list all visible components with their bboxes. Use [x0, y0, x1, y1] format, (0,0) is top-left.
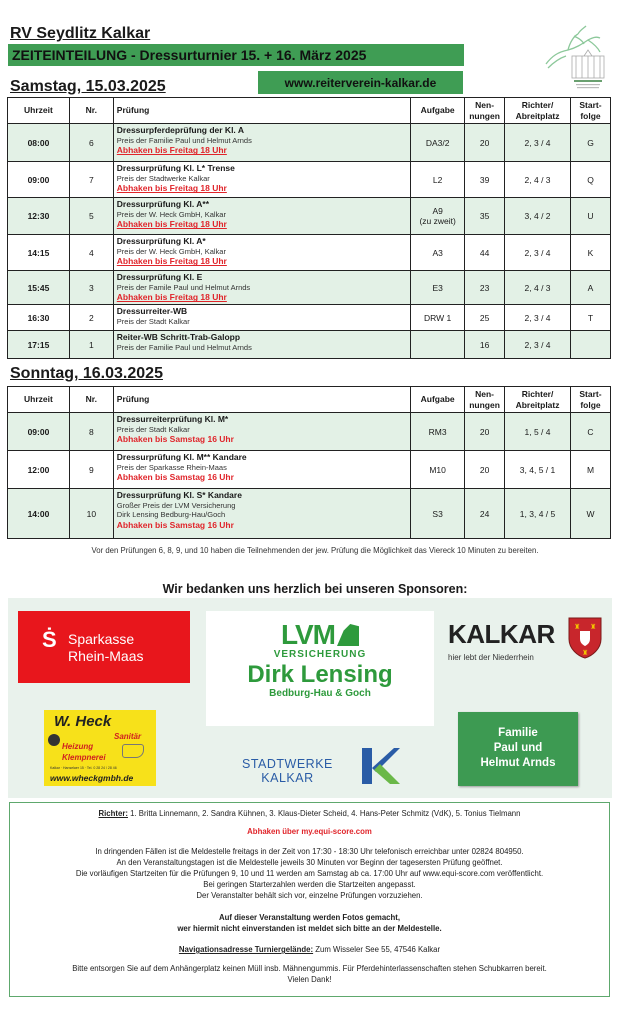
judges-cell: 2, 3 / 4 [505, 331, 571, 359]
svg-text:♜: ♜ [582, 649, 589, 657]
table-row [8, 331, 611, 359]
exam-sponsor: Dirk Lensing Bedburg-Hau/Goch [116, 510, 226, 520]
svg-text:♜: ♜ [590, 623, 597, 631]
exam-title: Dressurprüfung Kl. L* Trense [116, 163, 235, 173]
exam-title: Dressurprüfung Kl. S* Kandare [116, 490, 242, 500]
exam-cell [113, 235, 410, 271]
nr-cell: 5 [69, 198, 113, 235]
exam-cell [113, 331, 410, 359]
exam-cell [113, 124, 410, 162]
photo-notice: wer hiermit nicht einverstanden ist meldet sich bitte an der Meldestelle. [177, 924, 442, 933]
col-nr: Nr. [69, 387, 113, 413]
order-cell [571, 331, 611, 359]
sunday-schedule-table [7, 386, 611, 539]
entries-cell: 25 [465, 305, 505, 331]
order-cell: K [571, 235, 611, 271]
nr-cell: 6 [69, 124, 113, 162]
task-value: M10 [429, 464, 446, 475]
judges-cell: 1, 5 / 4 [505, 413, 571, 451]
order-cell: T [571, 305, 611, 331]
task-cell [411, 413, 465, 451]
col-entries: Nen- nungen [465, 387, 505, 413]
col-task: Aufgabe [411, 387, 465, 413]
task-value: S3 [432, 508, 443, 519]
table-row [8, 162, 611, 198]
exam-title: Dressurreiter-WB [116, 306, 188, 317]
waste-notice: Bitte entsorgen Sie auf dem Anhängerplatz keinen Müll insb. Mähnengummis. Für Pferdehinterlassenschaften stehen Schubkarren bereit. [72, 964, 547, 973]
table-row [8, 413, 611, 451]
wrench-icon [48, 734, 60, 746]
club-title: RV Seydlitz Kalkar [10, 25, 151, 42]
checkin-deadline: Abhaken bis Freitag 18 Uhr [116, 183, 227, 194]
judges-cell: 2, 3 / 4 [505, 235, 571, 271]
col-nr: Nr. [69, 98, 113, 124]
task-cell [411, 305, 465, 331]
order-cell: C [570, 413, 610, 451]
checkin-deadline: Abhaken bis Freitag 18 Uhr [116, 256, 227, 267]
photo-notice: Auf dieser Veranstaltung werden Fotos gemacht, [218, 913, 401, 922]
info-line: In dringenden Fällen ist die Meldestelle freitags in der Zeit von 17:30 - 18:30 Uhr telefonisch erreichbar unter 02824 804950. [95, 847, 524, 856]
time-cell: 08:00 [8, 124, 70, 162]
exam-sponsor: Preis der Familie Paul und Helmut Arnds [116, 343, 252, 353]
time-cell: 17:15 [8, 331, 70, 359]
exam-sponsor: Preis der Sparkasse Rhein-Maas [116, 462, 227, 472]
entries-cell: 20 [465, 413, 505, 451]
table-row [8, 489, 611, 539]
checkin-link[interactable]: Abhaken über my.equi-score.com [247, 827, 372, 836]
entries-cell: 20 [465, 124, 505, 162]
exam-cell [113, 489, 410, 539]
task-value: DA3/2 [425, 137, 450, 148]
time-cell: 14:00 [8, 489, 70, 539]
time-cell: 14:15 [8, 235, 70, 271]
time-cell: 09:00 [8, 162, 70, 198]
time-cell: 12:30 [8, 198, 70, 235]
order-cell: W [570, 489, 610, 539]
judges-line [10, 809, 609, 818]
info-line: An den Veranstaltungstagen ist die Meldestelle jeweils 30 Minuten vor Beginn der tagesersten Prüfung geöffnet. [116, 858, 503, 867]
table-row [8, 451, 611, 489]
col-order: Start- folge [571, 98, 611, 124]
table-header-row [8, 387, 611, 413]
sponsors-heading: Wir bedanken uns herzlich bei unseren Sponsoren: [162, 582, 468, 596]
exam-title: Dressurreiterprüfung Kl. M* [116, 414, 229, 424]
entries-cell: 35 [465, 198, 505, 235]
exam-title: Dressurprüfung Kl. A* [116, 236, 206, 246]
sponsor-stadtwerke: STADTWERKE KALKAR [238, 744, 404, 788]
col-entries: Nen- nungen [465, 98, 505, 124]
faucet-icon [122, 744, 144, 758]
sparkasse-s-icon: Ṡ [42, 627, 57, 652]
checkin-deadline: Abhaken bis Samstag 16 Uhr [116, 434, 234, 445]
exam-cell [113, 413, 410, 451]
exam-cell [113, 305, 410, 331]
judges-list: 1. Britta Linnemann, 2. Sandra Kühnen, 3. Klaus-Dieter Scheid, 4. Hans-Peter Schmitz (VdK), 5. Tonius Tielmann [127, 809, 521, 818]
time-cell: 09:00 [8, 413, 70, 451]
col-exam: Prüfung [113, 98, 410, 124]
col-judges: Richter/ Abreitplatz [505, 98, 571, 124]
sponsor-lvm: LVM VERSICHERUNG Dirk Lensing Bedburg-Hau & Goch [206, 611, 434, 726]
checkin-deadline: Abhaken bis Freitag 18 Uhr [116, 219, 227, 230]
checkin-deadline: Abhaken bis Freitag 18 Uhr [116, 145, 227, 156]
order-cell: Q [571, 162, 611, 198]
info-line: Die vorläufigen Startzeiten für die Prüfungen 9, 10 und 11 werden am Samstag ab ca. 17:00 Uhr auf www.equi-score.com veröffentlicht. [75, 869, 544, 878]
exam-sponsor: Preis der W. Heck GmbH, Kalkar [116, 246, 226, 256]
checkin-deadline: Abhaken bis Samstag 16 Uhr [116, 520, 234, 531]
navigation-address: Navigationsadresse Turniergelände: Zum Wisseler See 55, 47546 Kalkar [178, 945, 441, 954]
col-order: Start- folge [570, 387, 610, 413]
task-value: A9 [432, 206, 443, 216]
sponsor-familie-arnds: Familie Paul und Helmut Arnds [458, 712, 578, 786]
time-cell: 16:30 [8, 305, 70, 331]
task-cell [411, 489, 465, 539]
task-cell [411, 124, 465, 162]
horse-jumping-castle-logo [538, 22, 614, 94]
checkin-deadline: Abhaken bis Samstag 16 Uhr [116, 472, 234, 483]
task-value: A3 [432, 247, 443, 258]
svg-text:♜: ♜ [574, 623, 581, 631]
nr-cell: 3 [69, 271, 113, 305]
exam-cell [113, 451, 410, 489]
exam-title: Dressurprüfung Kl. E [116, 272, 203, 282]
lvm-horse-icon [337, 624, 359, 646]
col-judges: Richter/ Abreitplatz [505, 387, 571, 413]
col-time: Uhrzeit [8, 98, 70, 124]
nr-cell: 1 [69, 331, 113, 359]
task-value: L2 [432, 174, 443, 185]
entries-cell: 44 [465, 235, 505, 271]
judges-cell: 3, 4, 5 / 1 [505, 451, 571, 489]
warmup-note: Vor den Prüfungen 6, 8, 9, und 10 haben die Teilnehmenden der jew. Prüfung die Möglichkeit das Viereck 10 Minuten zu bereiten. [91, 546, 539, 555]
task-note: (zu zweit) [419, 216, 456, 226]
time-cell: 12:00 [8, 451, 70, 489]
task-cell [411, 162, 465, 198]
task-cell [411, 451, 465, 489]
exam-title: Dressurprüfung Kl. A** [116, 199, 210, 209]
table-row [8, 271, 611, 305]
saturday-title: Samstag, 15.03.2025 [10, 78, 166, 95]
sponsor-heck: W. Heck Sanitär Heizung Klempnerei Kalkar · Hanselaer 15 · Tel. 0 28 24 / 28 46 www.wheckgmbh.de [44, 710, 156, 786]
exam-sponsor: Preis der W. Heck GmbH, Kalkar [116, 209, 226, 219]
sponsor-kalkar: KALKAR hier lebt der Niederrhein ♜ ♜ ♜ [448, 615, 608, 675]
table-header-row [8, 98, 611, 124]
nr-cell: 4 [69, 235, 113, 271]
website-link[interactable]: www.reiterverein-kalkar.de [258, 71, 463, 94]
info-line: Bei geringen Starterzahlen werden die Startzeiten angepasst. [203, 880, 416, 889]
entries-cell: 23 [465, 271, 505, 305]
exam-cell [113, 162, 410, 198]
nr-cell: 9 [69, 451, 113, 489]
table-row [8, 198, 611, 235]
sunday-title: Sonntag, 16.03.2025 [10, 365, 163, 382]
event-banner: ZEITEINTEILUNG - Dressurturnier 15. + 16. März 2025 [8, 44, 464, 66]
saturday-schedule-table [7, 97, 611, 359]
exam-title: Dressurpferdeprüfung der Kl. A [116, 125, 244, 135]
judges-cell: 2, 3 / 4 [505, 305, 571, 331]
exam-cell [113, 271, 410, 305]
table-row [8, 305, 611, 331]
judges-label: Richter: [98, 809, 128, 818]
table-row [8, 124, 611, 162]
order-cell: A [571, 271, 611, 305]
info-line: Der Veranstalter behält sich vor, einzelne Prüfungen vorzuziehen. [196, 891, 423, 900]
nr-cell: 2 [69, 305, 113, 331]
task-value: DRW 1 [424, 312, 452, 323]
nr-cell: 8 [69, 413, 113, 451]
entries-cell: 16 [465, 331, 505, 359]
kalkar-crest-icon [568, 617, 602, 659]
checkin-deadline: Abhaken bis Freitag 18 Uhr [116, 292, 227, 303]
exam-title: Reiter-WB Schritt-Trab-Galopp [116, 332, 241, 343]
col-time: Uhrzeit [8, 387, 70, 413]
judges-cell: 1, 3, 4 / 5 [505, 489, 571, 539]
judges-cell: 2, 4 / 3 [505, 162, 571, 198]
nr-cell: 10 [69, 489, 113, 539]
info-box [9, 802, 610, 997]
task-value: RM3 [428, 426, 447, 437]
task-cell [411, 331, 465, 359]
exam-sponsor: Großer Preis der LVM Versicherung [116, 500, 236, 510]
exam-sponsor: Preis der Familie Paul und Helmut Arnds [116, 135, 252, 145]
judges-cell: 2, 3 / 4 [505, 124, 571, 162]
col-exam: Prüfung [113, 387, 410, 413]
nr-cell: 7 [69, 162, 113, 198]
exam-sponsor: Preis der Stadt Kalkar [116, 424, 190, 434]
exam-cell [113, 198, 410, 235]
exam-sponsor: Preis der Stadtwerke Kalkar [116, 173, 210, 183]
exam-title: Dressurprüfung Kl. M** Kandare [116, 452, 247, 462]
judges-cell: 2, 4 / 3 [505, 271, 571, 305]
entries-cell: 39 [465, 162, 505, 198]
time-cell: 15:45 [8, 271, 70, 305]
exam-sponsor: Preis der Stadt Kalkar [116, 317, 190, 327]
task-cell [411, 271, 465, 305]
exam-sponsor: Preis der Famile Paul und Helmut Arnds [116, 282, 251, 292]
col-task: Aufgabe [411, 98, 465, 124]
entries-cell: 20 [465, 451, 505, 489]
order-cell: U [571, 198, 611, 235]
sponsor-sparkasse: Ṡ Sparkasse Rhein-Maas [18, 611, 190, 683]
entries-cell: 24 [465, 489, 505, 539]
table-row [8, 235, 611, 271]
order-cell: M [570, 451, 610, 489]
thanks-line: Vielen Dank! [287, 975, 332, 984]
task-cell [411, 198, 465, 235]
lvm-logo: LVM [206, 621, 434, 649]
order-cell: G [571, 124, 611, 162]
task-value: E3 [432, 282, 443, 293]
task-cell [411, 235, 465, 271]
stadtwerke-k-icon [360, 746, 400, 786]
judges-cell: 3, 4 / 2 [505, 198, 571, 235]
